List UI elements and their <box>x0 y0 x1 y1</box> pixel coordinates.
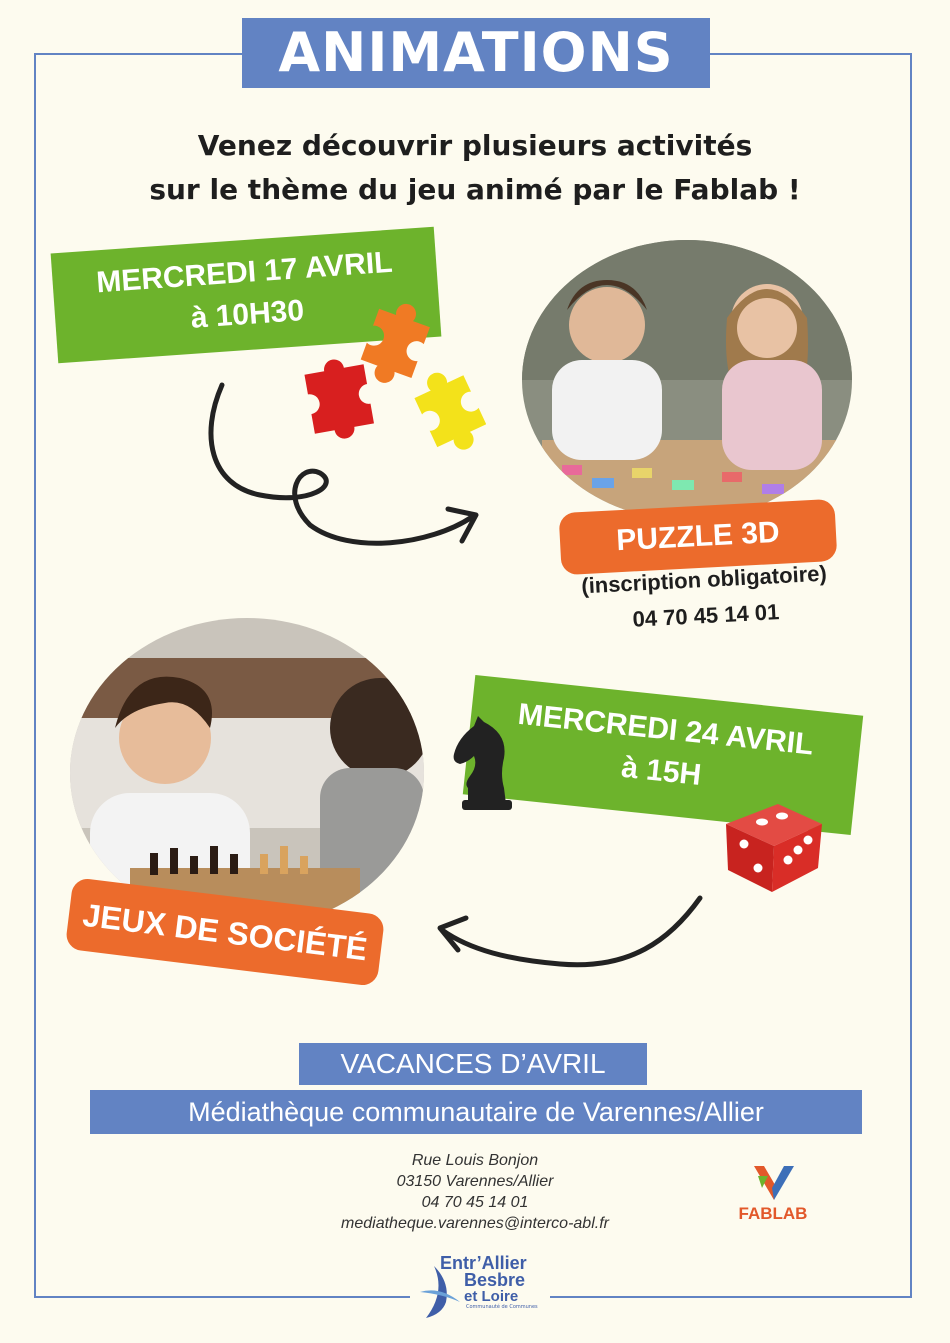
registration-phone[interactable]: 04 70 45 14 01 <box>631 599 780 632</box>
intro-line-1: Venez découvrir plusieurs activités <box>197 129 753 162</box>
curved-arrow-right-icon <box>200 375 490 575</box>
fablab-v-icon <box>728 1160 818 1204</box>
chess-knight-icon <box>448 714 522 812</box>
partner-logo-line-1: Entr’Allier <box>440 1253 527 1273</box>
event1-date: MERCREDI 17 AVRIL <box>95 245 394 300</box>
children-puzzle-illustration <box>522 240 852 520</box>
address-phone[interactable]: 04 70 45 14 01 <box>421 1194 529 1211</box>
event1-time: à 10H30 <box>189 294 306 335</box>
fablab-logo-text: FABLAB <box>738 1204 808 1223</box>
address-email[interactable]: mediatheque.varennes@interco-abl.fr <box>341 1215 609 1232</box>
intro-text <box>60 124 890 212</box>
children-chess-illustration <box>70 618 424 928</box>
event2-time: à 15H <box>619 750 703 793</box>
partner-logo-line-3: et Loire <box>464 1288 519 1305</box>
intro-line-2: sur le thème du jeu animé par le Fablab ! <box>149 173 801 206</box>
fablab-logo <box>728 1160 818 1230</box>
period-label: VACANCES D’AVRIL <box>299 1043 647 1085</box>
registration-note: (inscription obligatoire) <box>580 560 828 599</box>
address-city: 03150 Varennes/Allier <box>396 1173 554 1190</box>
activity-puzzle-3d-label: PUZZLE 3D <box>559 499 838 575</box>
children-puzzle-photo <box>522 240 852 520</box>
address-street: Rue Louis Bonjon <box>411 1152 539 1169</box>
partner-logo-tagline: Communauté de Communes <box>466 1304 538 1310</box>
curved-arrow-left-icon <box>430 890 720 1000</box>
registration-info <box>558 554 851 641</box>
children-chess-photo <box>70 618 424 928</box>
event2-date: MERCREDI 24 AVRIL <box>516 697 815 762</box>
red-dice-icon <box>718 794 830 896</box>
venue-label: Médiathèque communautaire de Varennes/Allier <box>90 1090 862 1134</box>
address-block <box>270 1150 680 1234</box>
activity-board-games-label: JEUX DE SOCIÉTÉ <box>65 877 385 987</box>
partner-logo-line-2: Besbre <box>464 1270 526 1290</box>
page-title: ANIMATIONS <box>242 18 710 88</box>
